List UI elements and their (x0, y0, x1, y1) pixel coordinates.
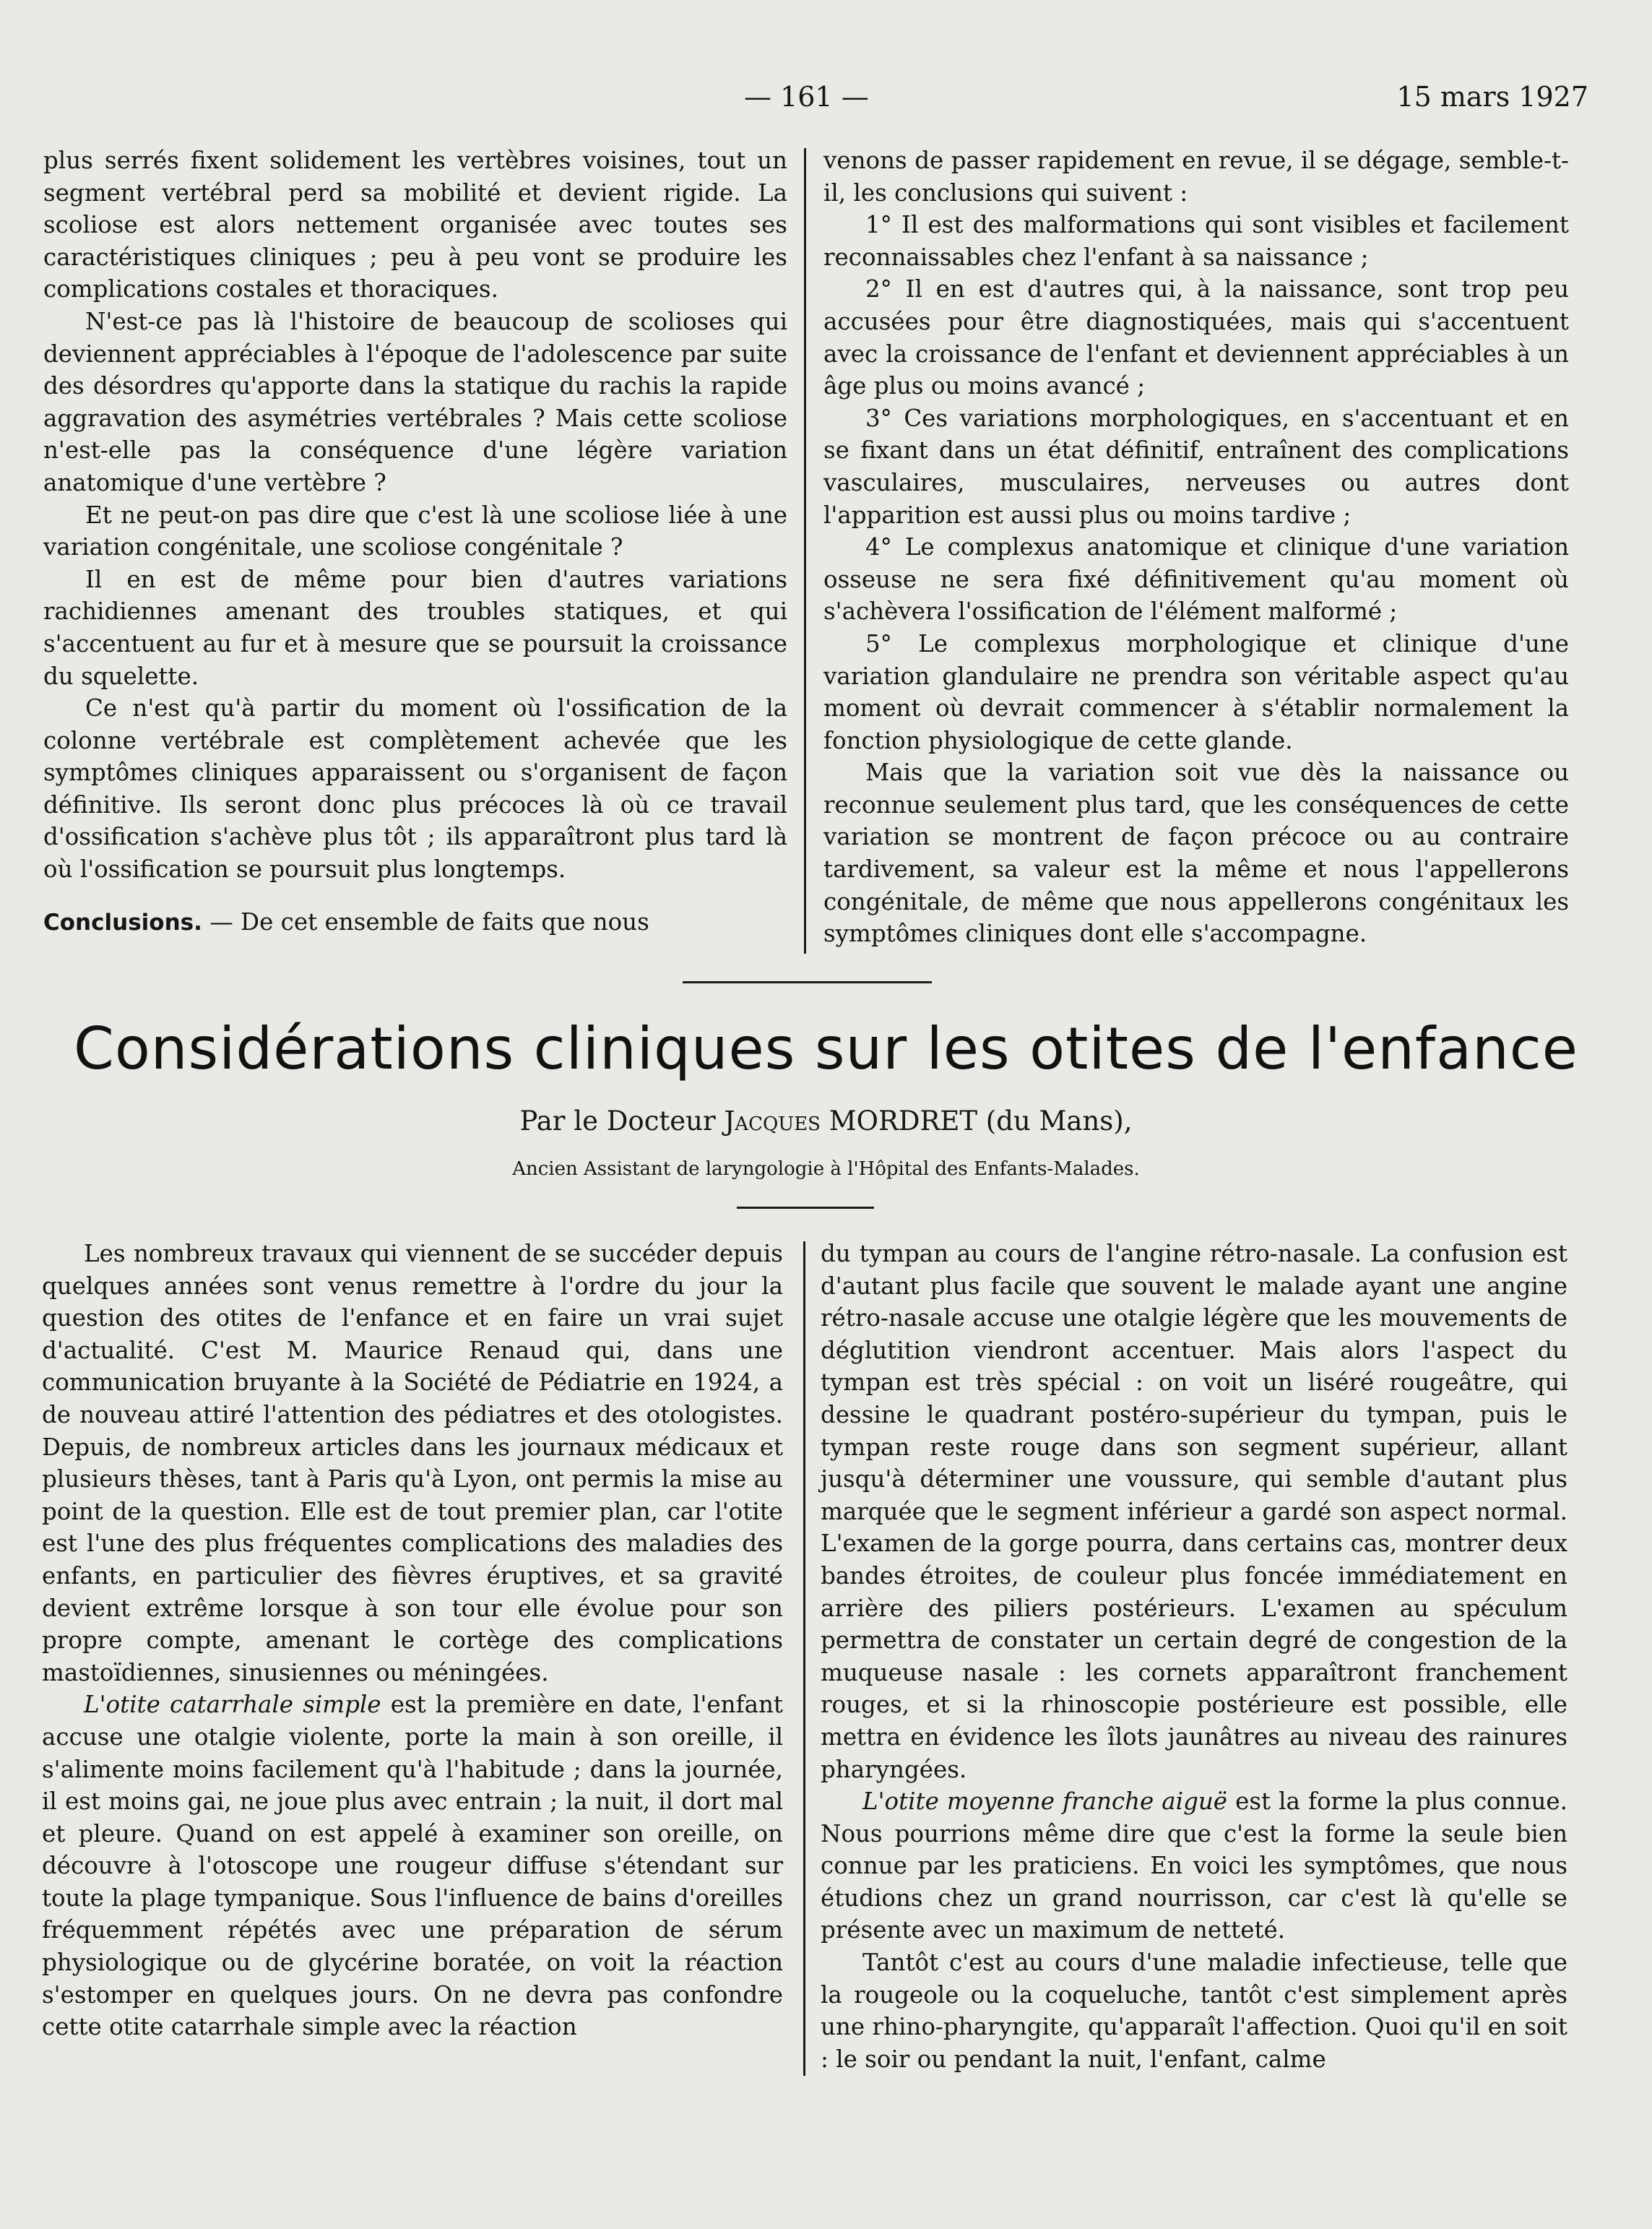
paragraph: 5° Le complexus morphologique et clinique d'une variation glandulaire ne prendra son véritable aspect qu'au moment où devrait commencer à s'établir normalement la fonction physiologique de cette glande. (823, 629, 1569, 754)
article-title: Considérations cliniques sur les otites de l'enfance (73, 1015, 1578, 1082)
page-number: — 161 — (744, 81, 869, 113)
top-right-column (823, 145, 1569, 950)
author-affiliation: Ancien Assistant de laryngologie à l'Hôpital des Enfants-Malades. (512, 1158, 1140, 1180)
author-last-name: MORDRET (du Mans), (821, 1105, 1133, 1137)
author-first-name: Jacques (724, 1105, 821, 1137)
paragraph (821, 1785, 1567, 1946)
article-byline (0, 1105, 1652, 1137)
paragraph-text: est la première en date, l'enfant accuse une otalgie violente, porte la main à son oreille, il s'alimente moins facilement qu'à l'habitude ; dans la journée, il est moins gai, ne joue plus avec entrain ; la nuit, il dort mal et pleure. Quand on est appelé à examiner son oreille, on découvre à l'otoscope une rougeur diffuse s'étendant sur toute la plage tympanique. Sous l'influence de bains d'oreilles fréquemment répétés avec une préparation de sérum physiologique ou de glycérine boratée, on voit la réaction s'estomper en quelques jours. On ne devra pas confondre cette otite catarrhale simple avec la réaction (42, 1691, 783, 2041)
emphasis: L'otite moyenne franche aiguë (862, 1788, 1228, 1816)
top-left-column (43, 145, 787, 939)
byline-divider (737, 1207, 874, 1209)
bottom-left-column (42, 1238, 783, 2043)
paragraph: Et ne peut-on pas dire que c'est là une scoliose liée à une variation congénitale, une scoliose congénitale ? (43, 501, 787, 561)
paragraph: 2° Il en est d'autres qui, à la naissance, sont trop peu accusées pour être diagnostiquées, mais qui s'accentuent avec la croissance de l'enfant et deviennent appréciables à un âge plus ou moins avancé ; (823, 275, 1569, 400)
paragraph: Il en est de même pour bien d'autres variations rachidiennes amenant des troubles statiques, et qui s'accentuent au fur et à mesure que se poursuit la croissance du squelette. (43, 565, 787, 690)
paragraph-text: est la forme la plus connue. Nous pourrions même dire que c'est la forme la seule bien connue par les praticiens. En voici les symptômes, que nous étudions chez un grand nourrisson, car c'est là qu'elle se présente avec un maximum de netteté. (821, 1788, 1567, 1944)
paragraph: N'est-ce pas là l'histoire de beaucoup de scolioses qui deviennent appréciables à l'époque de l'adolescence par suite des désordres qu'apporte dans la statique du rachis la rapide aggravation des asymétries vertébrales ? Mais cette scoliose n'est-elle pas la conséquence d'une légère variation anatomique d'une vertèbre ? (43, 307, 787, 496)
conclusions-text: — De cet ensemble de faits que nous (202, 907, 649, 936)
paragraph: 4° Le complexus anatomique et clinique d'une variation osseuse ne sera fixé définitivement qu'au moment où s'achèvera l'ossification de l'élément malformé ; (823, 533, 1569, 626)
bottom-right-column (821, 1238, 1567, 2075)
section-divider (683, 981, 932, 983)
column-divider (803, 1241, 805, 2076)
byline-prefix: Par le Docteur (519, 1105, 725, 1137)
paragraph: Tantôt c'est au cours d'une maladie infectieuse, telle que la rougeole ou la coqueluche, tantôt c'est simplement après une rhino-pharyngite, qu'apparaît l'affection. Quoi qu'il en soit : le soir ou pendant la nuit, l'enfant, calme (821, 1949, 1567, 2073)
paragraph: du tympan au cours de l'angine rétro-nasale. La confusion est d'autant plus facile que souvent le malade ayant une angine rétro-nasale accuse une otalgie légère que les mouvements de déglutition viendront accentuer. Mais alors l'aspect du tympan est très spécial : on voit un liséré rougeâtre, qui dessine le quadrant postéro-supérieur du tympan, puis le tympan reste rouge dans son segment supérieur, allant jusqu'à déterminer une voussure, qui semble d'autant plus marquée que le segment inférieur a gardé son aspect normal. L'examen de la gorge pourra, dans certains cas, montrer deux bandes étroites, de couleur plus foncée immédiatement en arrière des piliers postérieurs. L'examen au spéculum permettra de constater un certain degré de congestion de la muqueuse nasale : les cornets apparaîtront franchement rouges, et si la rhinoscopie postérieure est possible, elle mettra en évidence les îlots jaunâtres au niveau des rainures pharyngées. (821, 1240, 1567, 1783)
paragraph: plus serrés fixent solidement les vertèbres voisines, tout un segment vertébral perd sa mobilité et devient rigide. La scoliose est alors nettement organisée avec toutes ses caractéristiques cliniques ; peu à peu vont se produire les complications costales et thoraciques. (43, 147, 787, 303)
paragraph: Ce n'est qu'à partir du moment où l'ossification de la colonne vertébrale est complètement achevée que les symptômes cliniques apparaissent ou s'organisent de façon définitive. Ils seront donc plus précoces là où ce travail d'ossification s'achève plus tôt ; ils apparaîtront plus tard là où l'ossification se poursuit plus longtemps. (43, 694, 787, 884)
column-divider (804, 148, 806, 954)
paragraph: 1° Il est des malformations qui sont visibles et facilement reconnaissables chez l'enfant à sa naissance ; (823, 211, 1569, 271)
paragraph: venons de passer rapidement en revue, il se dégage, semble-t-il, les conclusions qui suivent : (823, 147, 1569, 207)
conclusions-label: Conclusions. (43, 909, 202, 936)
issue-date: 15 mars 1927 (1396, 81, 1588, 113)
paragraph: 3° Ces variations morphologiques, en s'accentuant et en se fixant dans un état définitif, entraînent des complications vasculaires, musculaires, nerveuses ou autres dont l'apparition est aussi plus ou moins tardive ; (823, 404, 1569, 529)
emphasis: L'otite catarrhale simple (84, 1691, 381, 1719)
paragraph (42, 1689, 783, 2043)
paragraph: Les nombreux travaux qui viennent de se succéder depuis quelques années sont venus remettre à l'ordre du jour la question des otites de l'enfance et en faire un vrai sujet d'actualité. C'est M. Maurice Renaud qui, dans une communication bruyante à la Société de Pédiatrie en 1924, a de nouveau attiré l'attention des pédiatres et des otologistes. Depuis, de nombreux articles dans les journaux médicaux et plusieurs thèses, tant à Paris qu'à Lyon, ont permis la mise au point de la question. Elle est de tout premier plan, car l'otite est l'une des plus fréquentes complications des maladies des enfants, en particulier des fièvres éruptives, et sa gravité devient extrême lorsque à son tour elle évolue pour son propre compte, amenant le cortège des complications mastoïdiennes, sinusiennes ou méningées. (42, 1240, 783, 1686)
paragraph: Mais que la variation soit vue dès la naissance ou reconnue seulement plus tard, que les conséquences de cette variation se montrent de façon précoce ou au contraire tardivement, sa valeur est la même et nous l'appellerons congénitale, de même que nous appellerons congénitaux les symptômes cliniques dont elle s'accompagne. (823, 759, 1569, 948)
conclusions-paragraph (43, 906, 787, 939)
